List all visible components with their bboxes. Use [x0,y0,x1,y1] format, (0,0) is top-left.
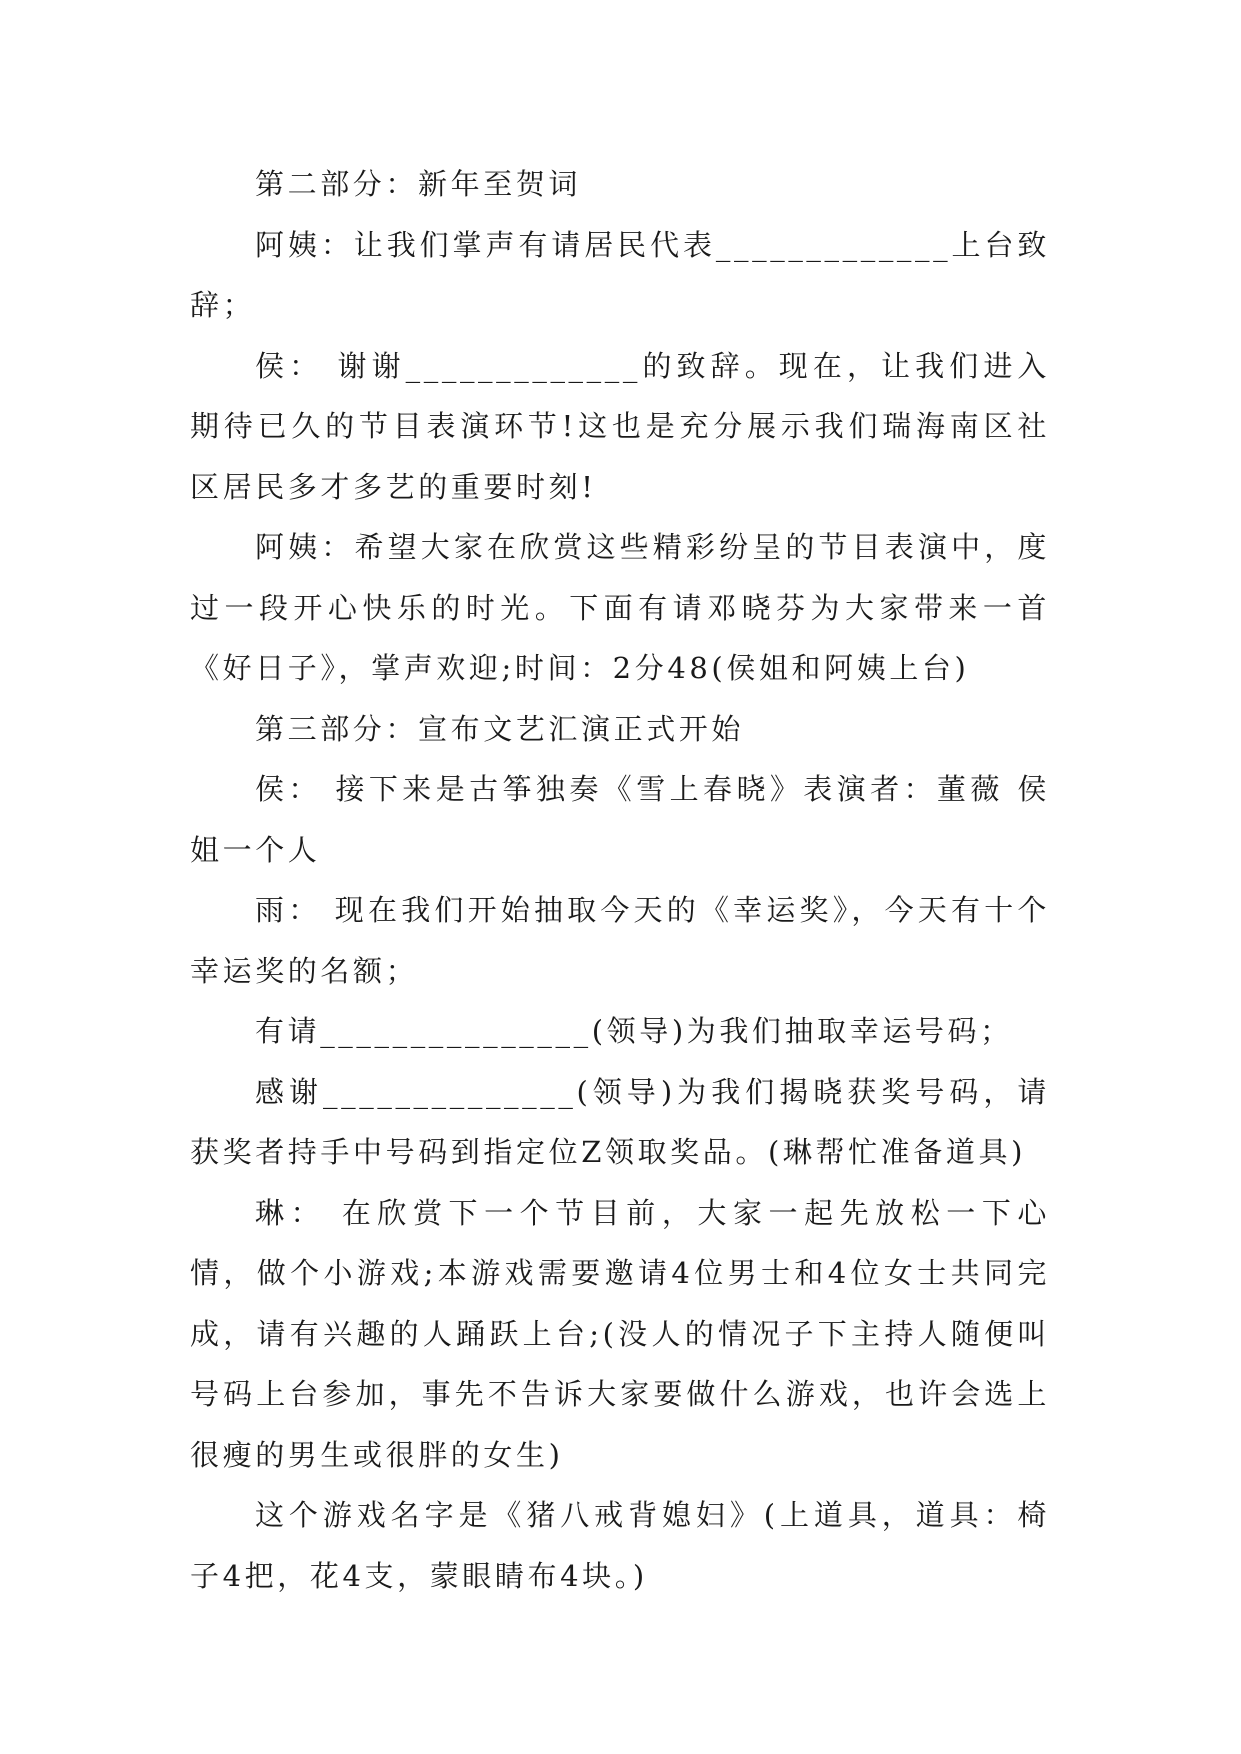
paragraph: 阿姨：希望大家在欣赏这些精彩纷呈的节目表演中，度过一段开心快乐的时光。下面有请邓晓芬为大家带来一首《好日子》，掌声欢迎;时间：2分48(侯姐和阿姨上台) [190,530,1050,685]
paragraph: 有请_______________(领导)为我们抽取幸运号码； [255,1014,1013,1048]
paragraph: 侯： 接下来是古筝独奏《雪上春晓》表演者：董薇 侯姐一个人 [190,772,1050,867]
paragraph: 这个游戏名字是《猪八戒背媳妇》(上道具，道具：椅子4把，花4支，蒙眼睛布4块。) [190,1498,1050,1593]
section-heading-part-three: 第三部分：宣布文艺汇演正式开始 [255,711,745,746]
paragraph: 侯： 谢谢_____________的致辞。现在，让我们进入期待已久的节目表演环节!这也是充分展示我们瑞海南区社区居民多才多艺的重要时刻! [190,348,1050,504]
section-heading-part-two: 第二部分：新年至贺词 [255,167,582,201]
paragraph: 阿姨：让我们掌声有请居民代表_____________上台致辞； [190,227,1050,322]
paragraph: 雨： 现在我们开始抽取今天的《幸运奖》，今天有十个幸运奖的名额； [190,893,1050,988]
paragraph: 感谢______________(领导)为我们揭晓获奖号码，请获奖者持手中号码到指定位Z领取奖品。(琳帮忙准备道具) [190,1074,1050,1169]
document-body [190,154,1050,1606]
paragraph: 琳： 在欣赏下一个节目前，大家一起先放松一下心情，做个小游戏;本游戏需要邀请4位男士和4位女士共同完成，请有兴趣的人踊跃上台;(没人的情况子下主持人随便叫号码上台参加，事先不告诉大家要做什么游戏，也许会选上很瘦的男生或很胖的女生) [190,1195,1050,1472]
